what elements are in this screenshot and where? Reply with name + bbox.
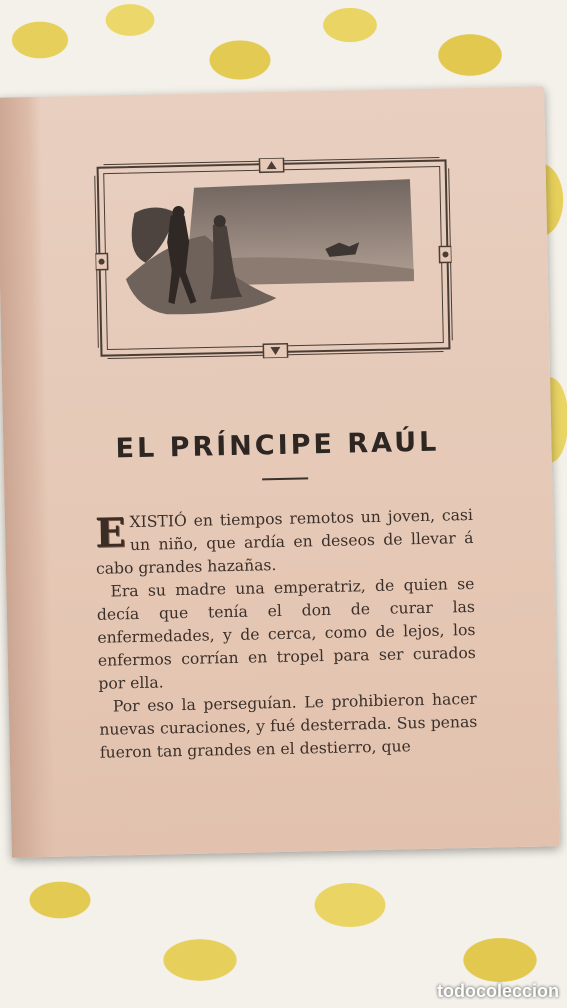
story-text	[95, 504, 478, 765]
book-page	[0, 86, 560, 857]
paragraph-3: Por eso la perseguían. Le prohibieron hacer nuevas curaciones, y fué desterrada. Sus penas fueron tan grandes en el destierro, que	[99, 689, 478, 762]
paragraph-1	[95, 504, 474, 581]
paragraph-2: Era su madre una emperatriz, de quien se decía que tenía el don de curar las enfermedades, y de cerca, como de lejos, los enfermos corrían en tropel para ser curados por ella.	[96, 574, 477, 693]
drop-cap: E	[94, 509, 127, 557]
chapter-title: EL PRÍNCIPE RAÚL	[115, 426, 440, 465]
first-word-rest: XISTIÓ	[129, 511, 187, 532]
watermark-text: todocoleccion	[436, 981, 559, 1001]
story-illustration	[124, 177, 417, 321]
paragraph-1-text: en tiempos remotos un joven, casi un niño, que ardía en deseos de llevar á cabo grandes hazañas.	[95, 505, 474, 578]
title-divider	[262, 477, 308, 480]
